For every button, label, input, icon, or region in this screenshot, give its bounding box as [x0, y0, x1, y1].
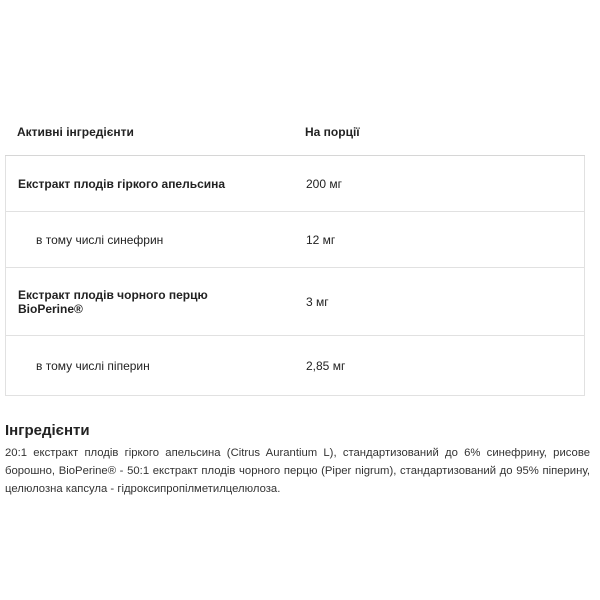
table-row: [5, 268, 585, 336]
ingredient-name-cell: [6, 336, 306, 395]
header-value-label: На порції: [305, 124, 360, 139]
table-row: [5, 336, 585, 396]
ingredient-value: 2,85 мг: [306, 358, 346, 373]
header-name-cell: [5, 125, 305, 139]
ingredient-name: в тому числі синефрин: [36, 232, 164, 247]
header-name-label: Активні інгредієнти: [17, 124, 134, 139]
ingredient-value-cell: [306, 156, 584, 211]
ingredient-value: 200 мг: [306, 176, 342, 191]
header-value-cell: [305, 125, 585, 139]
ingredient-name-cell: [6, 212, 306, 267]
ingredient-name-line2: BioPerine®: [18, 301, 83, 316]
table-header-row: [5, 108, 585, 156]
ingredient-name-line1: Екстракт плодів чорного перцю: [18, 287, 208, 302]
ingredient-name-cell: [6, 156, 306, 211]
ingredient-name: Екстракт плодів гіркого апельсина: [18, 176, 226, 191]
ingredient-value-cell: [306, 336, 584, 395]
ingredients-description: 20:1 екстракт плодів гіркого апельсина (Citrus Aurantium L), стандартизований до 6% синефрину, рисове борошно, BioPerine® - 50:1 екстракт плодів чорного перцю (Piper nigrum), стандартизований до 95% піперину, целюлозна капсула - гідроксипропілметилцелюлоза.: [5, 447, 590, 495]
ingredient-value: 12 мг: [306, 232, 336, 247]
ingredient-value-cell: [306, 212, 584, 267]
table-row: [5, 212, 585, 268]
ingredient-value: 3 мг: [306, 294, 329, 309]
table-row: [5, 156, 585, 212]
ingredients-table: [5, 108, 585, 396]
ingredient-value-cell: [306, 268, 584, 335]
ingredient-name-cell: [6, 268, 306, 335]
ingredients-heading: Інгредієнти: [5, 422, 90, 439]
ingredient-name: [18, 288, 208, 316]
ingredient-name: в тому числі піперин: [36, 358, 150, 373]
